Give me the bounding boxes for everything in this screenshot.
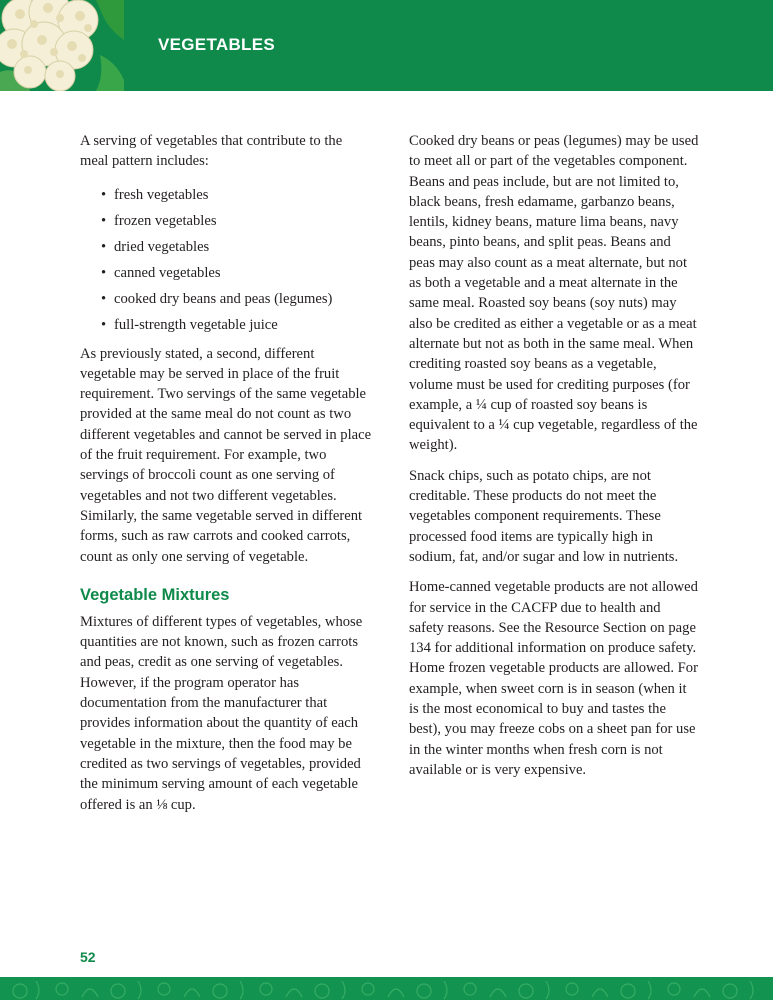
page-number: 52 (80, 949, 96, 965)
paragraph: As previously stated, a second, different vegetable may be served in place of the fruit requirement. Two servings of the same vegetable provided at the same meal do not count as two different vegetables and cannot be served in place of the fruit requirement. For example, two servings of broccoli count as one serving of vegetables and not two different vegetables. Similarly, the same vegetable served in different forms, such as raw carrots and cooked carrots, count as only one serving of vegetable. (80, 345, 372, 565)
paragraph: Mixtures of different types of vegetables, whose quantities are not known, such as frozen carrots and peas, credit as one serving of vegetables. However, if the program operator has documentation from the manufacturer that provides information about the quantity of each vegetable in the mixture, then the food may be credited as two servings of vegetables, provided the minimum serving amount of each vegetable offered is an ⅛ cup. (80, 613, 363, 813)
list-item: • canned vegetables (80, 260, 372, 286)
list-item: • frozen vegetables (80, 208, 372, 234)
section-title: VEGETABLES (158, 35, 275, 54)
list-item: • dried vegetables (80, 234, 372, 260)
right-column (409, 131, 699, 790)
list-item: • fresh vegetables (80, 182, 372, 208)
cauliflower-image (0, 0, 124, 91)
paragraph: Home-canned vegetable products are not allowed for service in the CACFP due to health and safety reasons. See the Resource Section on page 134 for additional information on produce safety. Home frozen vegetable products are allowed. For example, when sweet corn is in season (when it is the most economical to buy and tastes the best), you may freeze cobs on a sheet pan for use in the winter months when fresh corn is not available or is very expensive. (409, 579, 698, 778)
vegetable-list (80, 182, 372, 338)
intro-paragraph: A serving of vegetables that contribute to the meal pattern includes: (80, 133, 343, 170)
paragraph: Snack chips, such as potato chips, are not creditable. These products do not meet the vegetables component requirements. These processed food items are typically high in sodium, fat, and/or sugar and low in nutrients. (409, 467, 679, 565)
page-header (0, 0, 773, 91)
list-item: • cooked dry beans and peas (legumes) (80, 286, 372, 312)
list-item: • full-strength vegetable juice (80, 312, 372, 338)
section-heading: Vegetable Mixtures (80, 585, 230, 604)
paragraph: Cooked dry beans or peas (legumes) may be used to meet all or part of the vegetables component. Beans and peas include, but are not limited to, black beans, fresh edamame, garbanzo beans, lentils, kidney beans, mature lima beans, navy beans, pinto beans, and split peas. Beans and peas may also count as a meat alternate, but not as both a vegetable and a meat alternate in the same meal. Roasted soy beans (soy nuts) may also be credited as either a vegetable or as a meat alternate but not as both in the same meal. When crediting roasted soy beans as a vegetable, volume must be used for crediting purposes (for example, a ¼ cup of roasted soy beans is equivalent to a ¼ cup vegetable, regardless of the weight). (409, 133, 699, 454)
left-column (80, 131, 372, 825)
produce-pattern (0, 977, 773, 1000)
